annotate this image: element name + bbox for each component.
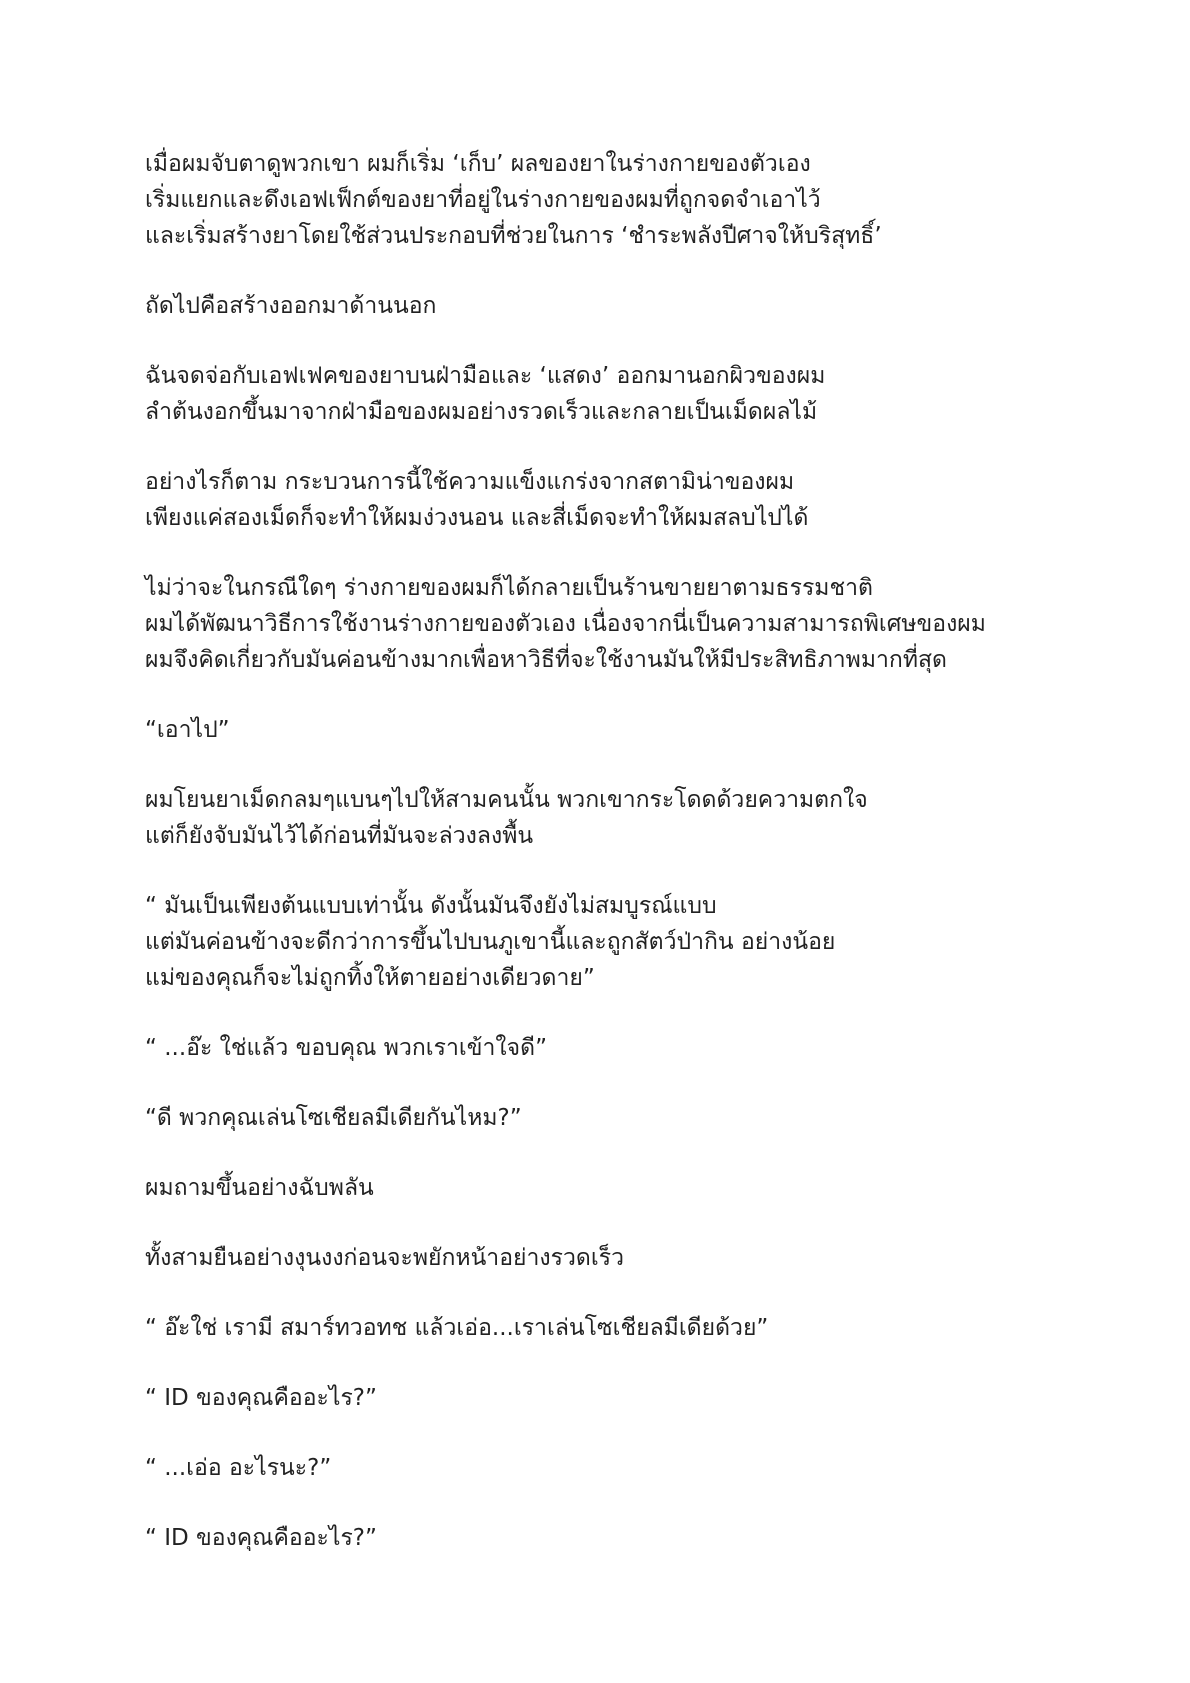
paragraph [145,570,1075,678]
text-line: “ดี พวกคุณเล่นโซเชียลมีเดียกันไหม?” [145,1105,522,1131]
paragraph [145,1450,1075,1486]
paragraph [145,1520,1075,1556]
paragraph [145,288,1075,324]
document-body [145,146,1075,1590]
paragraph [145,1100,1075,1136]
text-line: เมื่อผมจับตาดูพวกเขา ผมก็เริ่ม ‘เก็บ’ ผลของยาในร่างกายของตัวเอง [145,151,811,177]
paragraph [145,1170,1075,1206]
paragraph [145,146,1075,254]
text-line: “ มันเป็นเพียงต้นแบบเท่านั้น ดังนั้นมันจึงยังไม่สมบูรณ์แบบ [145,893,717,919]
paragraph [145,1030,1075,1066]
paragraph [145,782,1075,854]
paragraph [145,1310,1075,1346]
text-line: “ อ๊ะใช่ เรามี สมาร์ทวอทช แล้วเอ่อ...เราเล่นโซเชียลมีเดียด้วย” [145,1315,769,1341]
paragraph [145,358,1075,430]
paragraph [145,888,1075,996]
text-line: ผมถามขึ้นอย่างฉับพลัน [145,1175,374,1201]
text-line: แต่ก็ยังจับมันไว้ได้ก่อนที่มันจะล่วงลงพื้น [145,823,534,849]
paragraph [145,712,1075,748]
text-line: ทั้งสามยืนอย่างงุนงงก่อนจะพยักหน้าอย่างรวดเร็ว [145,1245,624,1271]
text-line: “ ID ของคุณคืออะไร?” [145,1385,377,1411]
text-line: เพียงแค่สองเม็ดก็จะทำให้ผมง่วงนอน และสี่เม็ดจะทำให้ผมสลบไปได้ [145,505,809,531]
text-line: ลำต้นงอกขึ้นมาจากฝ่ามือของผมอย่างรวดเร็วและกลายเป็นเม็ดผลไม้ [145,399,818,425]
text-line: “ ...อ๊ะ ใช่แล้ว ขอบคุณ พวกเราเข้าใจดี” [145,1035,547,1061]
paragraph [145,464,1075,536]
text-line: “เอาไป” [145,717,230,743]
text-line: ไม่ว่าจะในกรณีใดๆ ร่างกายของผมก็ได้กลายเป็นร้านขายยาตามธรรมชาติ [145,575,873,601]
text-line: ผมจึงคิดเกี่ยวกับมันค่อนข้างมากเพื่อหาวิธีที่จะใช้งานมันให้มีประสิทธิภาพมากที่สุด [145,647,947,673]
text-line: “ ...เอ่อ อะไรนะ?” [145,1455,332,1481]
text-line: “ ID ของคุณคืออะไร?” [145,1525,377,1551]
text-line: ฉันจดจ่อกับเอฟเฟคของยาบนฝ่ามือและ ‘แสดง’ ออกมานอกผิวของผม [145,363,826,389]
text-line: และเริ่มสร้างยาโดยใช้ส่วนประกอบที่ช่วยในการ ‘ชำระพลังปีศาจให้บริสุทธิ์’ [145,223,882,249]
text-line: ถัดไปคือสร้างออกมาด้านนอก [145,293,437,319]
paragraph [145,1240,1075,1276]
text-line: แต่มันค่อนข้างจะดีกว่าการขึ้นไปบนภูเขานี้และถูกสัตว์ป่ากิน อย่างน้อย [145,929,836,955]
paragraph [145,1380,1075,1416]
text-line: ผมได้พัฒนาวิธีการใช้งานร่างกายของตัวเอง เนื่องจากนี่เป็นความสามารถพิเศษของผม [145,611,986,637]
text-line: เริ่มแยกและดึงเอฟเฟ็กต์ของยาที่อยู่ในร่างกายของผมที่ถูกจดจำเอาไว้ [145,187,821,213]
text-line: ผมโยนยาเม็ดกลมๆแบนๆไปให้สามคนนั้น พวกเขากระโดดด้วยความตกใจ [145,787,868,813]
text-line: แม่ของคุณก็จะไม่ถูกทิ้งให้ตายอย่างเดียวดาย” [145,965,595,991]
text-line: อย่างไรก็ตาม กระบวนการนี้ใช้ความแข็งแกร่งจากสตามิน่าของผม [145,469,795,495]
